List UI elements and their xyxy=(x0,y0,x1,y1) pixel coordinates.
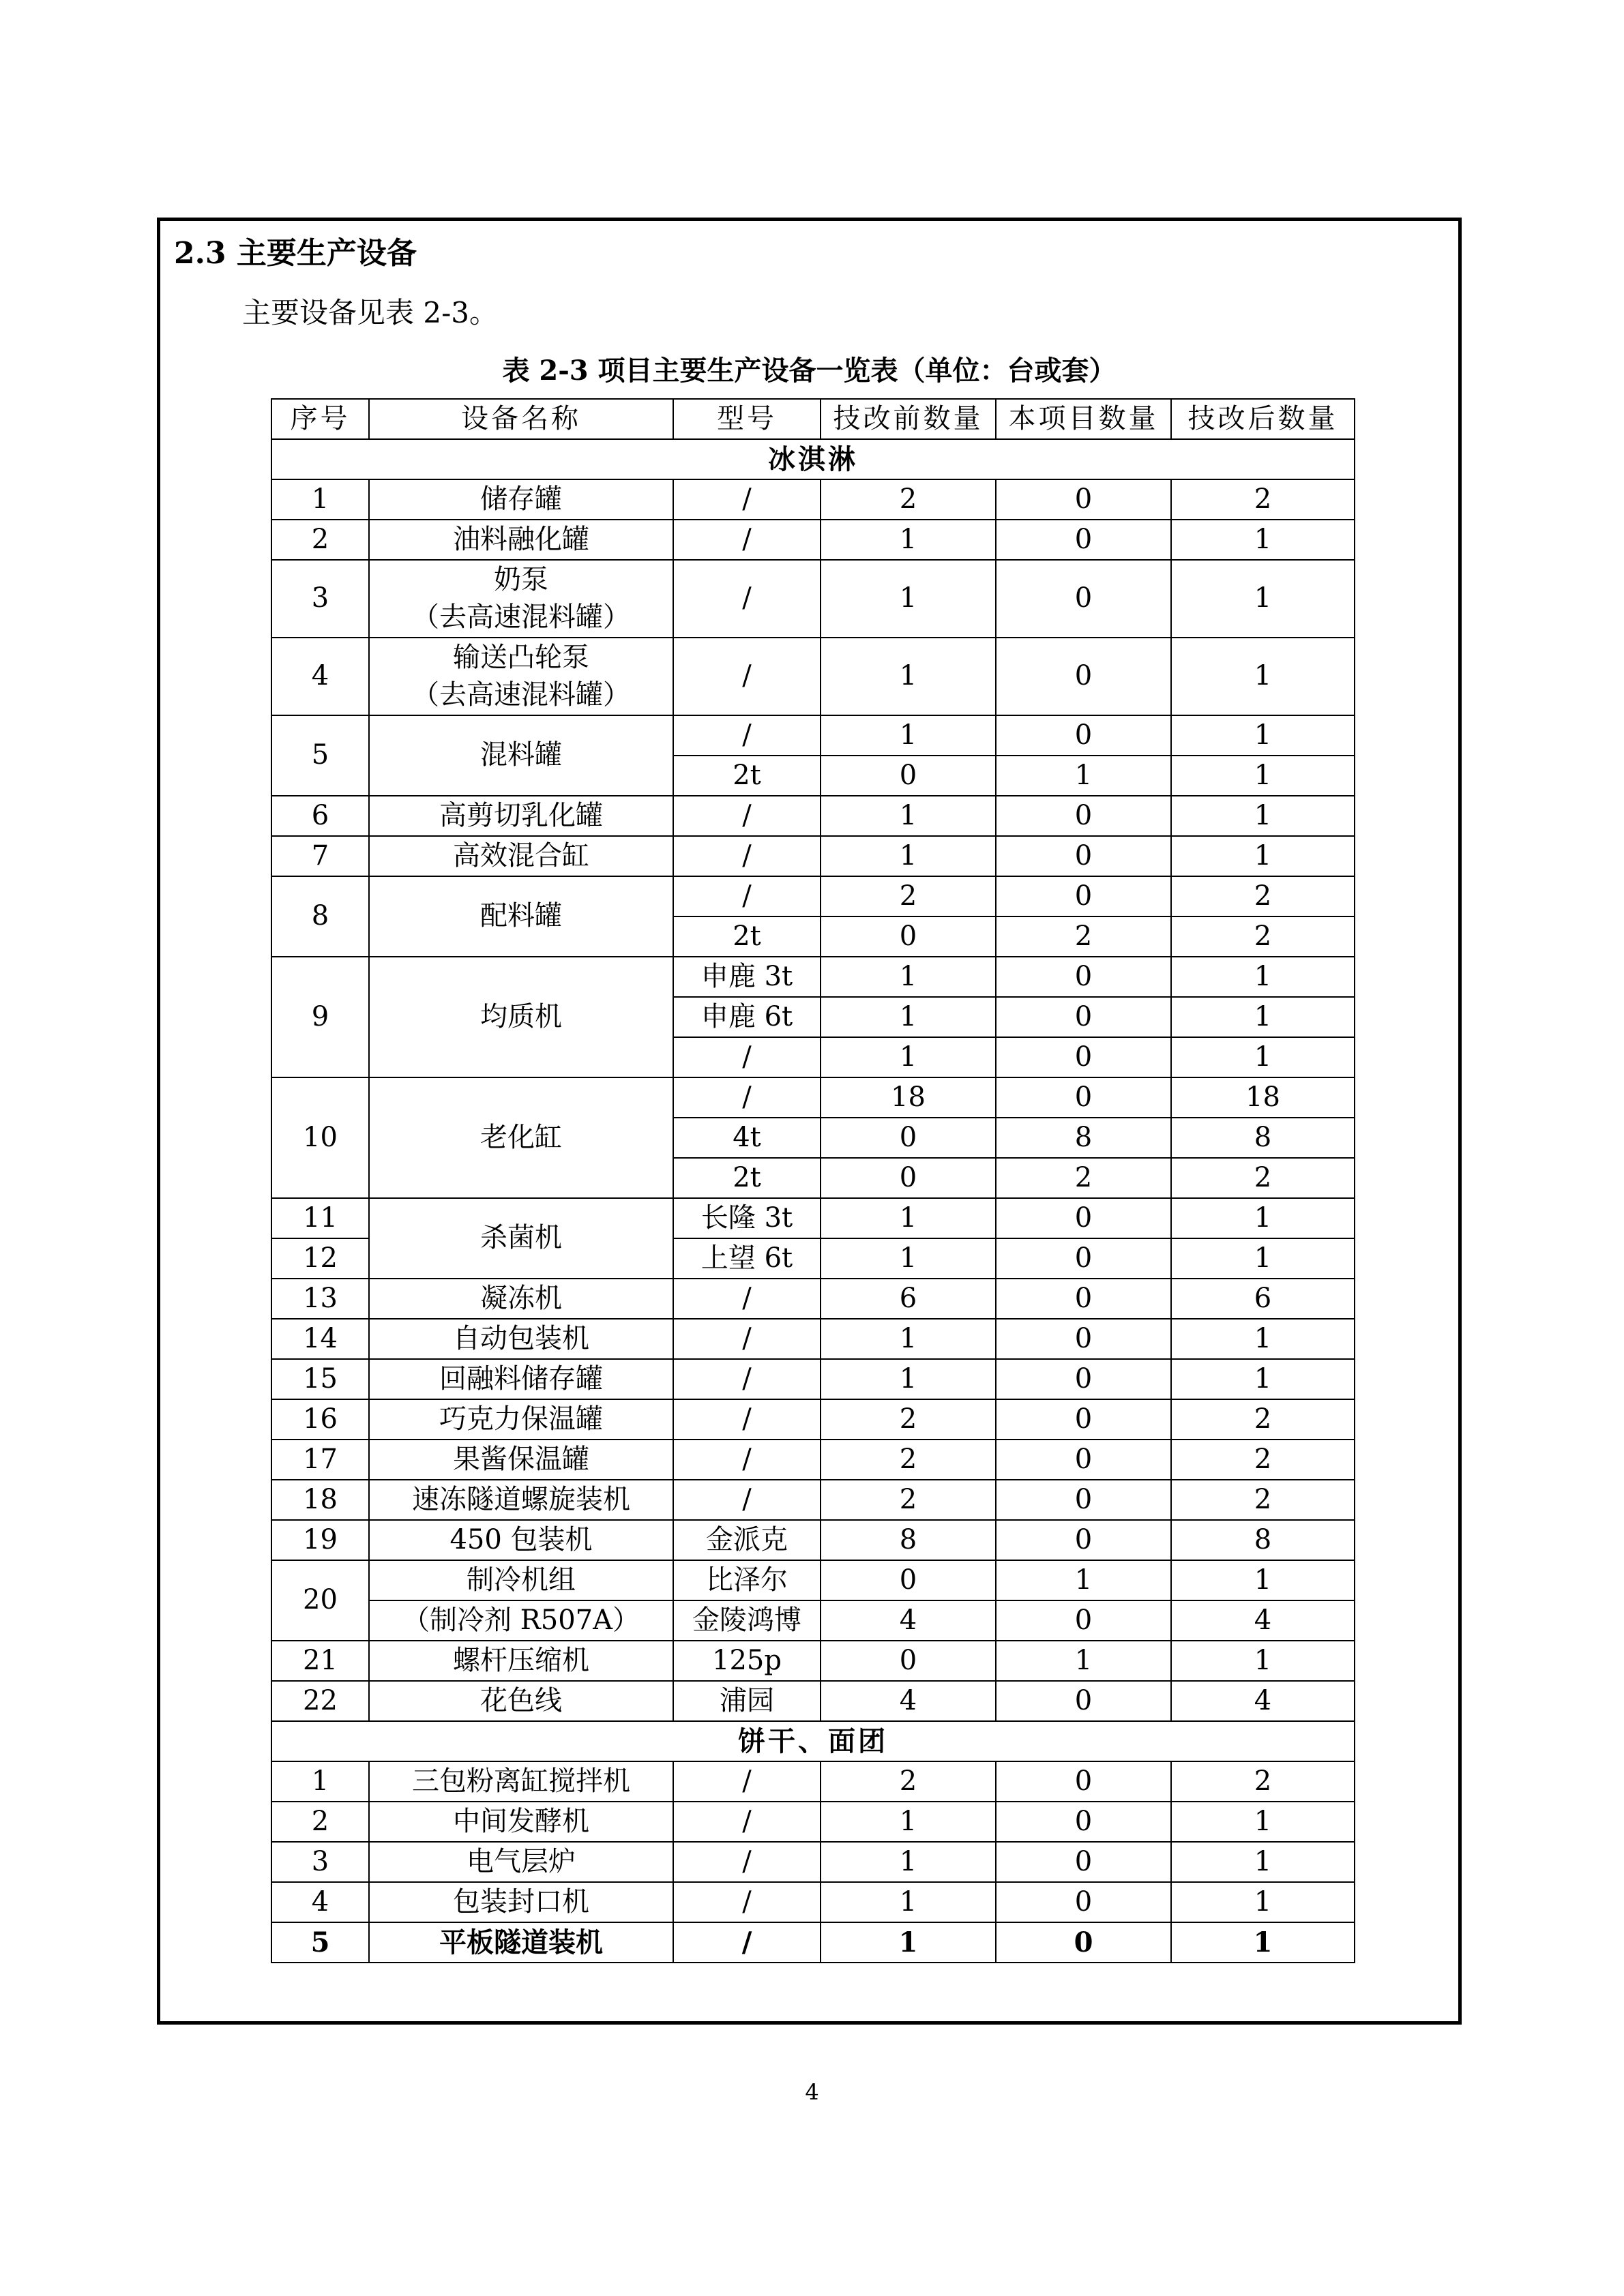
serial-no-cell: 18 xyxy=(271,1480,369,1520)
model-cell: 4t xyxy=(673,1118,821,1158)
qty-after-cell: 1 xyxy=(1171,1198,1355,1238)
serial-no-cell: 1 xyxy=(271,479,369,520)
table-row xyxy=(271,1440,1355,1480)
table-row xyxy=(271,1882,1355,1922)
model-cell: / xyxy=(673,1399,821,1440)
section-row xyxy=(271,439,1355,479)
serial-no-cell: 4 xyxy=(271,1882,369,1922)
equipment-name-cell: 果酱保温罐 xyxy=(369,1440,673,1480)
qty-after-cell: 4 xyxy=(1171,1600,1355,1641)
serial-no-cell: 5 xyxy=(271,1922,369,1963)
equipment-name-cell: 速冻隧道螺旋装机 xyxy=(369,1480,673,1520)
model-cell: / xyxy=(673,796,821,836)
qty-after-cell: 1 xyxy=(1171,1560,1355,1600)
serial-no-cell: 22 xyxy=(271,1681,369,1721)
qty-after-cell: 2 xyxy=(1171,876,1355,916)
serial-no-cell: 3 xyxy=(271,560,369,638)
equipment-name-cell: 巧克力保温罐 xyxy=(369,1399,673,1440)
header-cell: 设备名称 xyxy=(369,399,673,439)
section-title: 冰淇淋 xyxy=(271,439,1355,479)
qty-after-cell: 1 xyxy=(1171,957,1355,997)
qty-project-cell: 1 xyxy=(996,1641,1171,1681)
qty-project-cell: 0 xyxy=(996,1882,1171,1922)
qty-after-cell: 1 xyxy=(1171,997,1355,1037)
model-cell: / xyxy=(673,1359,821,1399)
qty-before-cell: 1 xyxy=(821,1922,996,1963)
header-cell: 序号 xyxy=(271,399,369,439)
qty-after-cell: 2 xyxy=(1171,1480,1355,1520)
serial-no-cell: 1 xyxy=(271,1761,369,1802)
qty-after-cell: 2 xyxy=(1171,1761,1355,1802)
serial-no-cell: 10 xyxy=(271,1077,369,1198)
table-row xyxy=(271,1681,1355,1721)
qty-before-cell: 1 xyxy=(821,715,996,756)
table-caption: 表 2-3 项目主要生产设备一览表（单位：台或套） xyxy=(502,355,1117,387)
qty-before-cell: 1 xyxy=(821,1802,996,1842)
table-row xyxy=(271,1198,1355,1238)
qty-after-cell: 1 xyxy=(1171,1842,1355,1882)
qty-project-cell: 0 xyxy=(996,997,1171,1037)
equipment-name-cell: 高效混合缸 xyxy=(369,836,673,876)
qty-before-cell: 1 xyxy=(821,796,996,836)
equipment-name-cell: 杀菌机 xyxy=(369,1198,673,1279)
model-cell: / xyxy=(673,520,821,560)
qty-after-cell: 1 xyxy=(1171,638,1355,715)
qty-after-cell: 1 xyxy=(1171,1238,1355,1279)
qty-before-cell: 2 xyxy=(821,1440,996,1480)
model-cell: / xyxy=(673,1077,821,1118)
qty-before-cell: 1 xyxy=(821,1238,996,1279)
section-row xyxy=(271,1721,1355,1761)
model-cell: / xyxy=(673,1037,821,1077)
equipment-name-line: 奶泵 xyxy=(494,563,548,595)
equipment-name-line: 输送凸轮泵 xyxy=(453,641,589,673)
model-cell: / xyxy=(673,1279,821,1319)
qty-before-cell: 0 xyxy=(821,756,996,796)
model-cell: / xyxy=(673,479,821,520)
table-row xyxy=(271,1480,1355,1520)
qty-after-cell: 1 xyxy=(1171,1037,1355,1077)
qty-before-cell: 1 xyxy=(821,836,996,876)
qty-after-cell: 8 xyxy=(1171,1118,1355,1158)
serial-no-cell: 6 xyxy=(271,796,369,836)
qty-before-cell: 6 xyxy=(821,1279,996,1319)
qty-project-cell: 0 xyxy=(996,1198,1171,1238)
model-cell: 申鹿 3t xyxy=(673,957,821,997)
table-row xyxy=(271,957,1355,997)
qty-project-cell: 0 xyxy=(996,715,1171,756)
model-cell: 浦园 xyxy=(673,1681,821,1721)
table-row xyxy=(271,796,1355,836)
section-heading: 2.3 主要生产设备 xyxy=(174,236,417,271)
equipment-name-cell: 自动包装机 xyxy=(369,1319,673,1359)
equipment-name-cell: 中间发酵机 xyxy=(369,1802,673,1842)
qty-project-cell: 0 xyxy=(996,1077,1171,1118)
model-cell: / xyxy=(673,560,821,638)
qty-after-cell: 18 xyxy=(1171,1077,1355,1118)
table-row xyxy=(271,1641,1355,1681)
qty-after-cell: 1 xyxy=(1171,1802,1355,1842)
model-cell: 上望 6t xyxy=(673,1238,821,1279)
table-row xyxy=(271,715,1355,756)
equipment-name-cell: 老化缸 xyxy=(369,1077,673,1198)
qty-before-cell: 1 xyxy=(821,1842,996,1882)
table-body xyxy=(271,439,1355,1963)
equipment-name-note: （去高速混料罐） xyxy=(412,679,630,711)
equipment-name-cell: 三包粉离缸搅拌机 xyxy=(369,1761,673,1802)
qty-before-cell: 0 xyxy=(821,1158,996,1198)
equipment-name-cell: （制冷剂 R507A） xyxy=(369,1600,673,1641)
equipment-table xyxy=(271,398,1355,1963)
serial-no-cell: 17 xyxy=(271,1440,369,1480)
qty-project-cell: 0 xyxy=(996,1842,1171,1882)
table-row xyxy=(271,1922,1355,1963)
qty-project-cell: 0 xyxy=(996,796,1171,836)
equipment-name-cell: 混料罐 xyxy=(369,715,673,796)
model-cell: / xyxy=(673,1882,821,1922)
equipment-name-cell: 高剪切乳化罐 xyxy=(369,796,673,836)
model-cell: / xyxy=(673,1440,821,1480)
equipment-name-note: （去高速混料罐） xyxy=(412,601,630,633)
qty-project-cell: 0 xyxy=(996,1480,1171,1520)
table-row xyxy=(271,836,1355,876)
model-cell: 金陵鸿博 xyxy=(673,1600,821,1641)
table-row xyxy=(271,520,1355,560)
model-cell: 2t xyxy=(673,916,821,957)
qty-project-cell: 0 xyxy=(996,1279,1171,1319)
qty-after-cell: 2 xyxy=(1171,1440,1355,1480)
qty-before-cell: 2 xyxy=(821,479,996,520)
header-cell: 技改后数量 xyxy=(1171,399,1355,439)
table-row xyxy=(271,1399,1355,1440)
serial-no-cell: 2 xyxy=(271,520,369,560)
qty-before-cell: 2 xyxy=(821,1480,996,1520)
equipment-name-cell xyxy=(369,638,673,715)
serial-no-cell: 11 xyxy=(271,1198,369,1238)
qty-before-cell: 1 xyxy=(821,957,996,997)
qty-after-cell: 2 xyxy=(1171,1399,1355,1440)
qty-after-cell: 6 xyxy=(1171,1279,1355,1319)
serial-no-cell: 21 xyxy=(271,1641,369,1681)
table-row xyxy=(271,479,1355,520)
serial-no-cell: 9 xyxy=(271,957,369,1077)
qty-project-cell: 1 xyxy=(996,756,1171,796)
model-cell: 比泽尔 xyxy=(673,1560,821,1600)
qty-before-cell: 0 xyxy=(821,916,996,957)
qty-project-cell: 0 xyxy=(996,1440,1171,1480)
qty-after-cell: 2 xyxy=(1171,479,1355,520)
qty-project-cell: 8 xyxy=(996,1118,1171,1158)
qty-after-cell: 1 xyxy=(1171,560,1355,638)
equipment-name-cell: 450 包装机 xyxy=(369,1520,673,1560)
section-title: 饼干、面团 xyxy=(271,1721,1355,1761)
table-header-row xyxy=(271,399,1355,439)
table-row xyxy=(271,1802,1355,1842)
model-cell: 2t xyxy=(673,756,821,796)
qty-project-cell: 0 xyxy=(996,520,1171,560)
qty-project-cell: 0 xyxy=(996,876,1171,916)
qty-project-cell: 0 xyxy=(996,1922,1171,1963)
qty-before-cell: 0 xyxy=(821,1560,996,1600)
serial-no-cell: 14 xyxy=(271,1319,369,1359)
serial-no-cell: 5 xyxy=(271,715,369,796)
qty-before-cell: 0 xyxy=(821,1118,996,1158)
qty-before-cell: 0 xyxy=(821,1641,996,1681)
qty-before-cell: 1 xyxy=(821,997,996,1037)
qty-project-cell: 0 xyxy=(996,1520,1171,1560)
qty-after-cell: 1 xyxy=(1171,1359,1355,1399)
qty-project-cell: 0 xyxy=(996,1037,1171,1077)
qty-before-cell: 8 xyxy=(821,1520,996,1560)
qty-project-cell: 0 xyxy=(996,638,1171,715)
header-cell: 型号 xyxy=(673,399,821,439)
qty-project-cell: 0 xyxy=(996,1681,1171,1721)
qty-project-cell: 0 xyxy=(996,1319,1171,1359)
qty-before-cell: 18 xyxy=(821,1077,996,1118)
qty-project-cell: 0 xyxy=(996,836,1171,876)
model-cell: / xyxy=(673,1480,821,1520)
qty-before-cell: 4 xyxy=(821,1600,996,1641)
qty-after-cell: 1 xyxy=(1171,1641,1355,1681)
equipment-name-cell: 配料罐 xyxy=(369,876,673,957)
qty-before-cell: 1 xyxy=(821,1359,996,1399)
qty-after-cell: 1 xyxy=(1171,520,1355,560)
intro-text: 主要设备见表 2-3。 xyxy=(242,296,498,329)
qty-after-cell: 8 xyxy=(1171,1520,1355,1560)
qty-project-cell: 0 xyxy=(996,560,1171,638)
serial-no-cell: 7 xyxy=(271,836,369,876)
qty-project-cell: 0 xyxy=(996,1238,1171,1279)
table-row xyxy=(271,1842,1355,1882)
qty-after-cell: 2 xyxy=(1171,1158,1355,1198)
content-frame xyxy=(157,218,1462,2025)
qty-before-cell: 1 xyxy=(821,520,996,560)
qty-project-cell: 0 xyxy=(996,1399,1171,1440)
equipment-name-cell: 花色线 xyxy=(369,1681,673,1721)
model-cell: / xyxy=(673,638,821,715)
table-row xyxy=(271,1520,1355,1560)
model-cell: / xyxy=(673,1922,821,1963)
header-cell: 本项目数量 xyxy=(996,399,1171,439)
qty-after-cell: 1 xyxy=(1171,796,1355,836)
serial-no-cell: 16 xyxy=(271,1399,369,1440)
serial-no-cell: 19 xyxy=(271,1520,369,1560)
table-row xyxy=(271,1077,1355,1118)
model-cell: / xyxy=(673,836,821,876)
serial-no-cell: 20 xyxy=(271,1560,369,1641)
table-row xyxy=(271,560,1355,638)
serial-no-cell: 3 xyxy=(271,1842,369,1882)
model-cell: / xyxy=(673,876,821,916)
qty-before-cell: 1 xyxy=(821,1319,996,1359)
qty-after-cell: 1 xyxy=(1171,1922,1355,1963)
qty-after-cell: 1 xyxy=(1171,836,1355,876)
model-cell: 2t xyxy=(673,1158,821,1198)
page-number: 4 xyxy=(805,2079,819,2105)
model-cell: 125p xyxy=(673,1641,821,1681)
qty-before-cell: 2 xyxy=(821,1399,996,1440)
serial-no-cell: 13 xyxy=(271,1279,369,1319)
qty-after-cell: 1 xyxy=(1171,1882,1355,1922)
equipment-name-cell: 均质机 xyxy=(369,957,673,1077)
qty-after-cell: 1 xyxy=(1171,756,1355,796)
qty-before-cell: 1 xyxy=(821,1198,996,1238)
table-row xyxy=(271,638,1355,715)
qty-project-cell: 0 xyxy=(996,1802,1171,1842)
qty-project-cell: 0 xyxy=(996,1761,1171,1802)
model-cell: 金派克 xyxy=(673,1520,821,1560)
qty-after-cell: 1 xyxy=(1171,1319,1355,1359)
qty-after-cell: 1 xyxy=(1171,715,1355,756)
model-cell: / xyxy=(673,1842,821,1882)
qty-after-cell: 2 xyxy=(1171,916,1355,957)
model-cell: 申鹿 6t xyxy=(673,997,821,1037)
qty-before-cell: 1 xyxy=(821,638,996,715)
table-row xyxy=(271,1560,1355,1600)
equipment-name-cell: 凝冻机 xyxy=(369,1279,673,1319)
equipment-name-cell: 螺杆压缩机 xyxy=(369,1641,673,1681)
qty-project-cell: 0 xyxy=(996,957,1171,997)
equipment-name-cell: 制冷机组 xyxy=(369,1560,673,1600)
model-cell: / xyxy=(673,715,821,756)
model-cell: / xyxy=(673,1319,821,1359)
table-row xyxy=(271,1279,1355,1319)
table-row xyxy=(271,1359,1355,1399)
header-cell: 技改前数量 xyxy=(821,399,996,439)
qty-project-cell: 0 xyxy=(996,1600,1171,1641)
qty-before-cell: 1 xyxy=(821,1882,996,1922)
equipment-name-cell: 回融料储存罐 xyxy=(369,1359,673,1399)
qty-before-cell: 4 xyxy=(821,1681,996,1721)
model-cell: / xyxy=(673,1761,821,1802)
equipment-name-cell: 包装封口机 xyxy=(369,1882,673,1922)
qty-project-cell: 2 xyxy=(996,916,1171,957)
table-row xyxy=(271,876,1355,916)
serial-no-cell: 15 xyxy=(271,1359,369,1399)
qty-before-cell: 2 xyxy=(821,876,996,916)
qty-before-cell: 1 xyxy=(821,1037,996,1077)
equipment-name-cell xyxy=(369,560,673,638)
qty-project-cell: 2 xyxy=(996,1158,1171,1198)
serial-no-cell: 12 xyxy=(271,1238,369,1279)
table-row xyxy=(271,1600,1355,1641)
qty-project-cell: 0 xyxy=(996,1359,1171,1399)
model-cell: / xyxy=(673,1802,821,1842)
equipment-name-cell: 储存罐 xyxy=(369,479,673,520)
equipment-name-cell: 电气层炉 xyxy=(369,1842,673,1882)
qty-before-cell: 2 xyxy=(821,1761,996,1802)
model-cell: 长隆 3t xyxy=(673,1198,821,1238)
table-row xyxy=(271,1319,1355,1359)
qty-project-cell: 1 xyxy=(996,1560,1171,1600)
serial-no-cell: 4 xyxy=(271,638,369,715)
qty-project-cell: 0 xyxy=(996,479,1171,520)
qty-before-cell: 1 xyxy=(821,560,996,638)
serial-no-cell: 2 xyxy=(271,1802,369,1842)
equipment-name-cell: 油料融化罐 xyxy=(369,520,673,560)
equipment-name-cell: 平板隧道装机 xyxy=(369,1922,673,1963)
qty-after-cell: 4 xyxy=(1171,1681,1355,1721)
table-row xyxy=(271,1761,1355,1802)
serial-no-cell: 8 xyxy=(271,876,369,957)
